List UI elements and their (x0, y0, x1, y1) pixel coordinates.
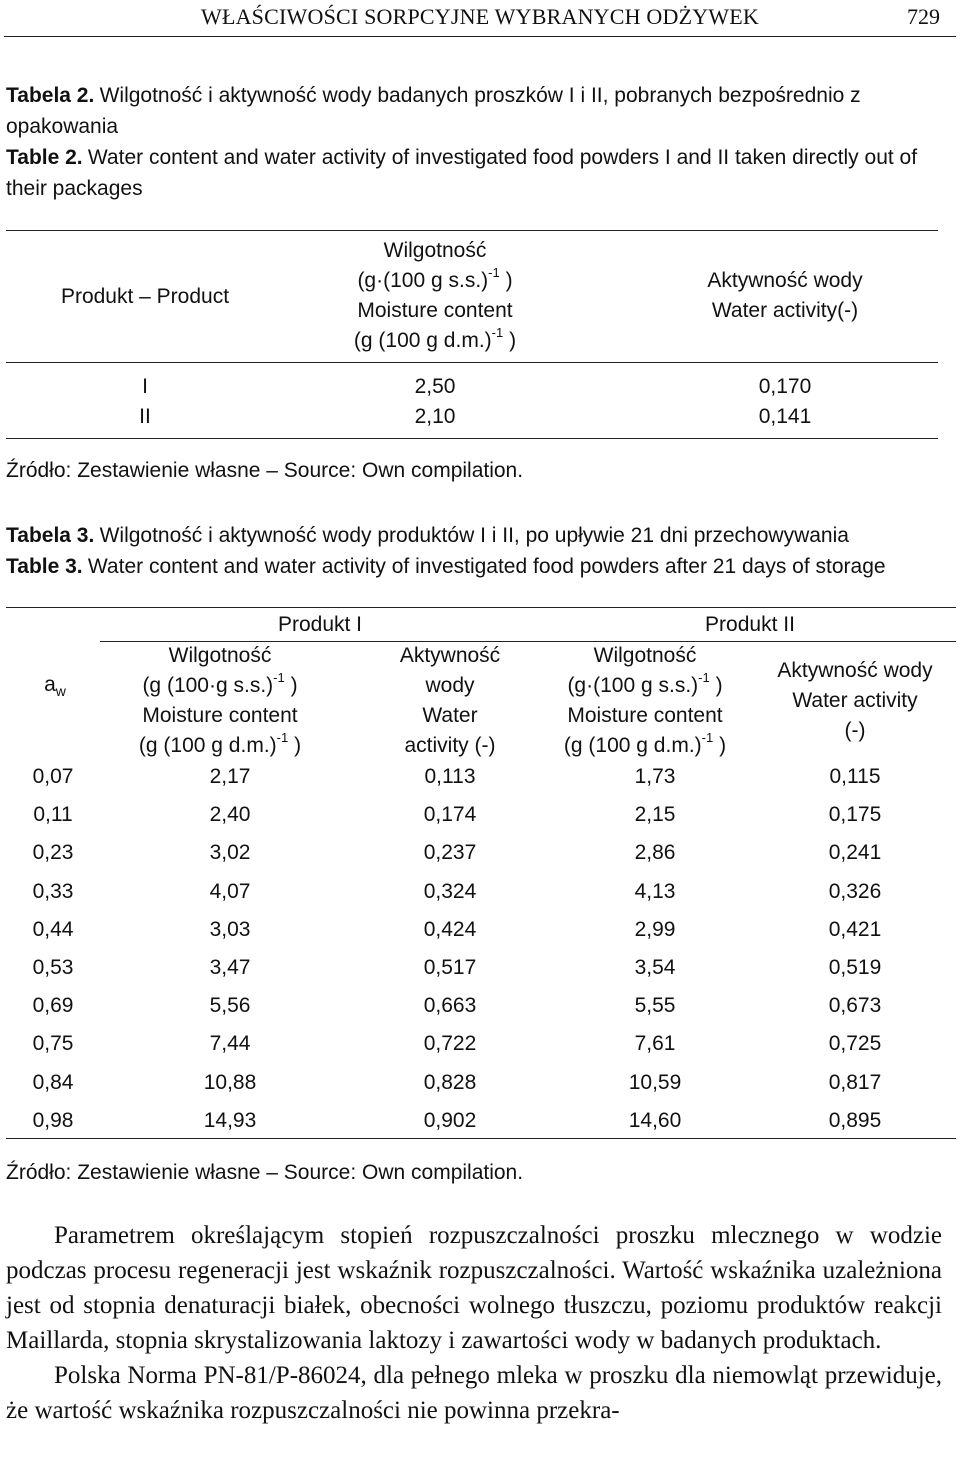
table3-header-activity-2: Aktywność wody Water activity (-) (777, 659, 933, 742)
table3-cell: 0,828 (423, 1070, 477, 1094)
table3-header-activity-1: Aktywność wody Water activity (-) (399, 644, 501, 757)
table3-cell: 0,175 (828, 803, 882, 827)
table3-cell: 0,33 (32, 879, 74, 903)
table2-caption-en: Table 2. Water content and water activity of investigated food powders I and II taken directly out of their packages (6, 146, 918, 200)
table3-cell: 3,54 (634, 956, 676, 979)
table2-caption-pl: Tabela 2. Wilgotność i aktywność wody badanych proszków I i II, pobranych bezpośrednio z opakowania (6, 84, 861, 138)
table2-cell-product: II (139, 405, 151, 428)
table3-cell: 0,07 (32, 765, 74, 788)
table2-header-activity: Aktywność wody Water activity(-) (707, 269, 863, 322)
paragraph: Parametrem określającym stopień rozpuszczalności proszku mlecznego w wodzie podczas procesu regeneracji jest wskaźnik rozpuszczalności. Wartość wskaźnika uzależniona jest od stopnia denaturacji białek, obecności wolnego tłuszczu, poziomu produktów reakcji Maillarda, stopnia skrystalizowania laktozy i zawartości wody w badanych produktach. (6, 1222, 942, 1354)
table3-cell: 5,55 (634, 994, 676, 1018)
table3-cell: 4,13 (634, 879, 676, 903)
table3-cell: 3,47 (209, 956, 251, 979)
table3-cell: 1,73 (634, 765, 676, 788)
table3-cell: 0,424 (423, 917, 477, 941)
table3-cell: 0,75 (32, 1032, 74, 1056)
table3-cell: 4,07 (209, 879, 251, 903)
table3-cell: 2,15 (634, 803, 676, 827)
table3-caption (6, 520, 946, 582)
table3-caption-en: Table 3. Water content and water activity of investigated food powders after 21 days of storage (6, 555, 886, 578)
table3-cell: 0,53 (32, 956, 74, 979)
page-number: 729 (907, 4, 940, 29)
table2-top-rule (6, 230, 938, 231)
table3-header-aw: $a_w$ (44, 673, 66, 700)
table2-source: Źródło: Zestawienie własne – Source: Own compilation. (6, 459, 524, 482)
table3-cell: 0,817 (828, 1070, 882, 1094)
table3-cell: 0,421 (828, 917, 882, 941)
table3-cell: 0,174 (423, 803, 477, 827)
table3-cell: 0,673 (828, 994, 882, 1018)
paragraph: Polska Norma PN-81/P-86024, dla pełnego mleka w proszku dla niemowląt przewiduje, że wartość wskaźnika rozpuszczalności nie powinna przekra- (6, 1362, 942, 1424)
table2-header-product: Produkt – Product (60, 285, 230, 308)
table3-header-moisture-1: Wilgotność (g (100·g s.s.)$^{-1}$ ) Moisture content (g (100 g d.m.)$^{-1}$ ) (138, 644, 302, 757)
table2-caption (6, 80, 946, 204)
table3-cell: 7,61 (634, 1032, 676, 1056)
table3-cell: 14,93 (203, 1108, 257, 1132)
table3-cell: 0,326 (828, 879, 882, 903)
table3-cell: 0,115 (829, 765, 881, 788)
table3-cell: 0,725 (828, 1032, 882, 1056)
table3-cell: 0,902 (423, 1108, 477, 1132)
table3-cell: 10,59 (628, 1070, 682, 1094)
table3-cell: 0,69 (32, 994, 74, 1018)
running-title: WŁAŚCIWOŚCI SORPCYJNE WYBRANYCH ODŻYWEK (200, 4, 759, 29)
table3-cell: 7,44 (209, 1032, 251, 1056)
table3-cell: 10,88 (203, 1070, 257, 1094)
table3-cell: 0,722 (423, 1032, 477, 1056)
table3-cell: 0,84 (32, 1070, 74, 1094)
table3-cell: 2,17 (209, 765, 251, 788)
table2-cell-moisture: 2,10 (414, 405, 456, 428)
table3-cell: 2,99 (634, 917, 676, 941)
table3-cell: 3,03 (209, 917, 251, 941)
table3-cell: 0,519 (828, 956, 882, 979)
header-rule (4, 36, 956, 37)
table3-cell: 0,113 (424, 765, 476, 788)
table3-group-produkt-1: Produkt I (277, 613, 363, 636)
table3-group-produkt-2: Produkt II (705, 613, 795, 636)
table2-cell-activity: 0,141 (758, 405, 812, 428)
table3-cell: 0,663 (423, 994, 477, 1018)
table3-cell: 0,98 (32, 1108, 74, 1132)
table3-cell: 0,11 (33, 803, 73, 827)
table3-cell: 0,895 (828, 1108, 882, 1132)
table3-cell: 3,02 (209, 841, 251, 865)
table3-cell: 14,60 (628, 1108, 682, 1132)
table3-header-moisture-2: Wilgotność (g·(100 g s.s.)$^{-1}$ ) Moisture content (g (100 g d.m.)$^{-1}$ ) (563, 644, 727, 757)
table3-cell: 2,40 (209, 803, 251, 827)
table3-cell: 0,237 (423, 841, 477, 865)
table3-cell: 0,23 (32, 841, 74, 865)
table3-cell: 2,86 (634, 841, 676, 865)
table3-source: Źródło: Zestawienie własne – Source: Own compilation. (6, 1161, 524, 1184)
table2-cell-activity: 0,170 (758, 375, 812, 398)
table2-cell-moisture: 2,50 (414, 375, 456, 398)
table3-top-rule (6, 607, 956, 608)
body-text (6, 1218, 942, 1428)
table2-header-moisture: Wilgotność (g·(100 g s.s.)$^{-1}$ ) Moisture content (g (100 g d.m.)$^{-1}$ ) (353, 239, 517, 352)
table3-cell: 0,517 (423, 956, 477, 979)
table2-bottom-rule (6, 438, 938, 439)
table3-cell: 0,324 (423, 879, 477, 903)
table3-cell: 0,44 (32, 917, 74, 941)
table3-cell: 5,56 (209, 994, 251, 1018)
table3-bottom-rule (6, 1138, 956, 1139)
table3-caption-pl: Tabela 3. Wilgotność i aktywność wody produktów I i II, po upływie 21 dni przechowywania (6, 524, 849, 547)
table2-header-rule (6, 362, 938, 363)
table3-cell: 0,241 (828, 841, 882, 865)
table2-cell-product: I (142, 375, 148, 398)
